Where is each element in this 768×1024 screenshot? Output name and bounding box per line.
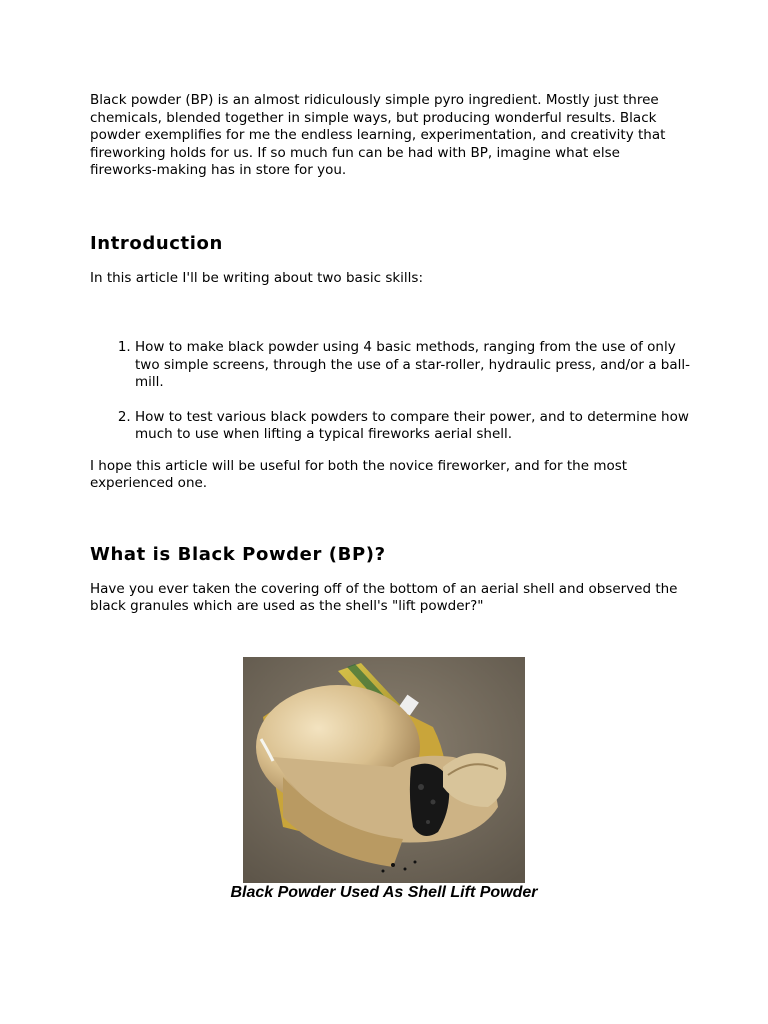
article-lead-paragraph: In this article I'll be writing about two basic skills: xyxy=(90,269,423,286)
heading-introduction: Introduction xyxy=(90,232,223,254)
figure-caption-text: Black Powder Used As Shell Lift Powder xyxy=(230,884,538,901)
figure-caption xyxy=(0,883,768,903)
list-item: 2. How to test various black powders to compare their power, and to determine how much to use when lifting a typical fireworks aerial shell. xyxy=(135,409,690,444)
list-item: 1. How to make black powder using 4 basic methods, ranging from the use of only two simple screens, through the use of a star-roller, hydraulic press, and/or a ball-mill. xyxy=(135,339,690,392)
article-body xyxy=(90,92,690,616)
shell-lift-powder-photo xyxy=(243,657,525,883)
heading-what-is-black-powder: What is Black Powder (BP)? xyxy=(90,543,386,565)
intro-paragraph: Black powder (BP) is an almost ridiculously simple pyro ingredient. Mostly just three chemicals, blended together in simple ways, but producing wonderful results. Black powder exemplifies for me the endless learning, experimentation, and creativity that fireworking holds for us. If so much fun can be had with BP, imagine what else fireworks-making has in store for you. xyxy=(90,92,666,178)
skills-list xyxy=(90,339,690,444)
what-is-paragraph: Have you ever taken the covering off of the bottom of an aerial shell and observed the black granules which are used as the shell's "lift powder?" xyxy=(90,580,678,614)
closing-paragraph: I hope this article will be useful for both the novice fireworker, and for the most experienced one. xyxy=(90,457,628,491)
